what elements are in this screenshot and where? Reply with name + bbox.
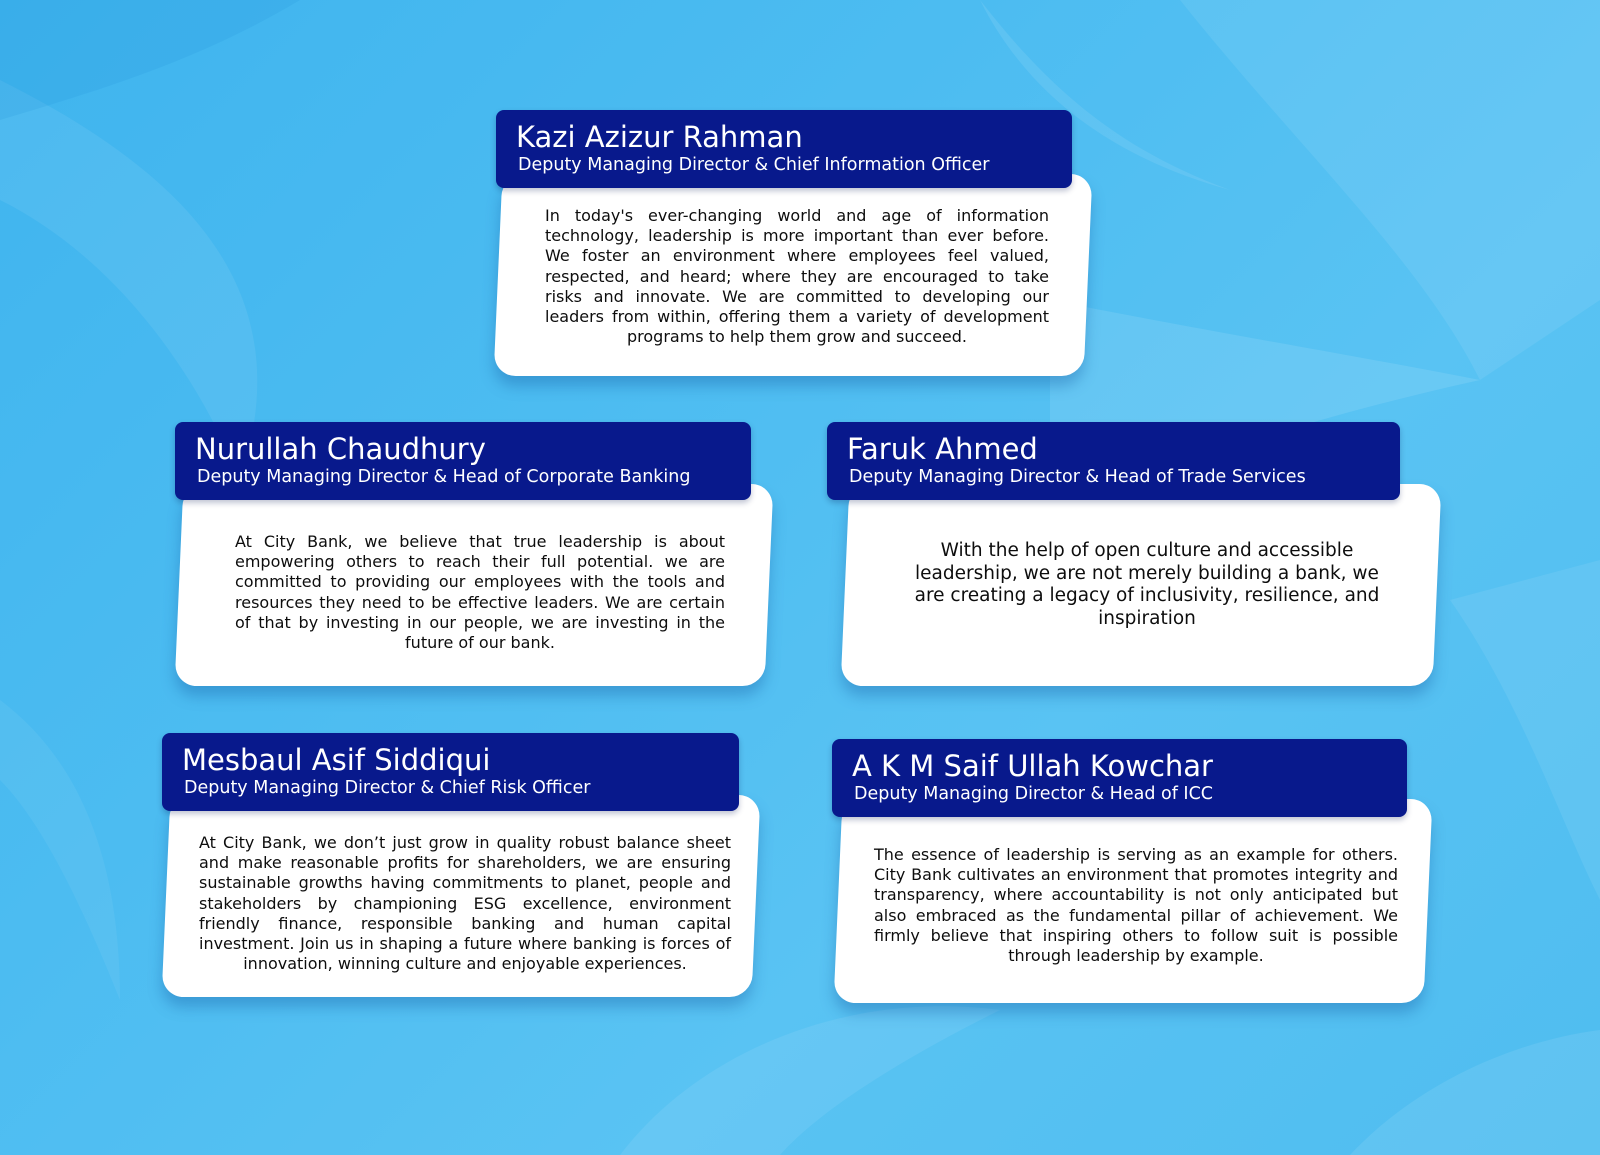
name-banner (175, 422, 751, 500)
leader-name: A K M Saif Ullah Kowchar (852, 749, 1213, 783)
leader-card-akm-saif-ullah-kowchar (832, 739, 1452, 1009)
leader-name: Mesbaul Asif Siddiqui (182, 743, 491, 777)
leader-name: Nurullah Chaudhury (195, 432, 486, 466)
name-banner (162, 733, 739, 811)
leader-role: Deputy Managing Director & Head of Trade Services (849, 467, 1306, 487)
leader-role: Deputy Managing Director & Head of ICC (854, 784, 1214, 804)
leader-card-faruk-ahmed (827, 422, 1447, 692)
leader-role: Deputy Managing Director & Chief Information Officer (518, 155, 990, 175)
leader-quote: With the help of open culture and accessible leadership, we are not merely building a bank, we are creating a legacy of inclusivity, resilience, and inspiration (914, 540, 1380, 629)
leader-card-nurullah-chaudhury (175, 422, 785, 692)
leader-name: Kazi Azizur Rahman (516, 120, 803, 154)
leader-quote: At City Bank, we believe that true leadership is about empowering others to reach their full potential. we are committed to providing our employees with the tools and resources they need to be effective leaders. We are certain of that by investing in our people, we are investing in the future of our bank. (235, 532, 725, 653)
leader-card-mesbaul-asif-siddiqui (162, 733, 772, 1003)
leader-name: Faruk Ahmed (847, 432, 1038, 466)
leader-role: Deputy Managing Director & Chief Risk Officer (184, 778, 591, 798)
leader-quote: In today's ever-changing world and age of information technology, leadership is more important than ever before. We foster an environment where employees feel valued, respected, and heard; where they are encouraged to take risks and innovate. We are committed to developing our leaders from within, offering them a variety of development programs to help them grow and succeed. (545, 206, 1049, 347)
name-banner (496, 110, 1072, 188)
name-banner (827, 422, 1400, 500)
name-banner (832, 739, 1407, 817)
leader-role: Deputy Managing Director & Head of Corporate Banking (197, 467, 691, 487)
leader-quote: The essence of leadership is serving as an example for others. City Bank cultivates an environment that promotes integrity and transparency, where accountability is not only anticipated but also embraced as the fundamental pillar of achievement. We firmly believe that inspiring others to follow suit is possible through leadership by example. (874, 845, 1398, 966)
leader-card-kazi-azizur-rahman (496, 110, 1106, 380)
leader-quote: At City Bank, we don’t just grow in quality robust balance sheet and make reasonable profits for shareholders, we are ensuring sustainable growths having commitments to planet, people and stakeholders by championing ESG excellence, environment friendly finance, responsible banking and human capital investment. Join us in shaping a future where banking is forces of innovation, winning culture and enjoyable experiences. (199, 833, 731, 974)
